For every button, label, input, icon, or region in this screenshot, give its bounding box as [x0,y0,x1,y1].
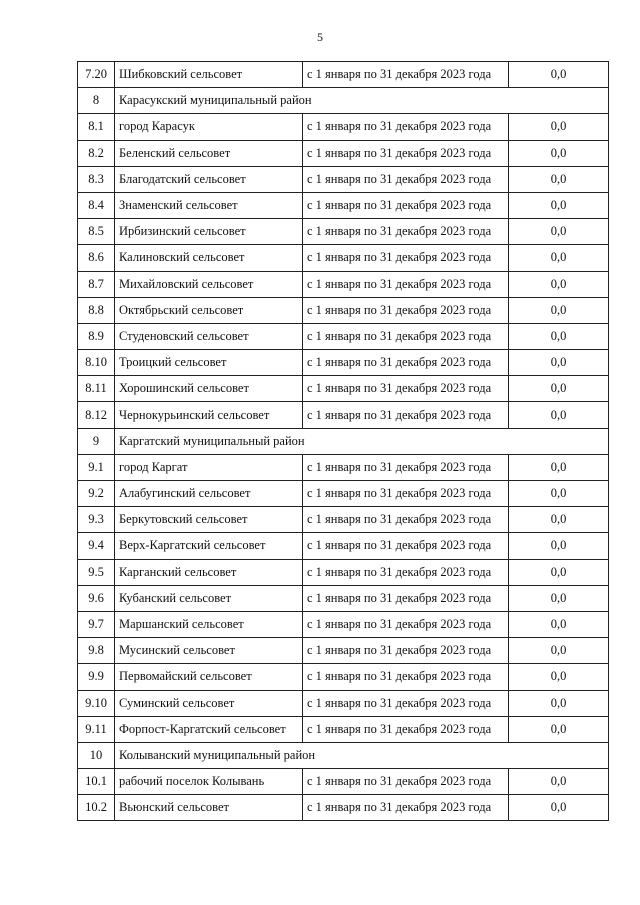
value-cell: 0,0 [509,323,609,349]
period-cell: с 1 января по 31 декабря 2023 года [303,507,509,533]
row-number: 8.4 [78,192,115,218]
value-cell: 0,0 [509,350,609,376]
table-row [78,795,609,821]
period-cell: с 1 января по 31 декабря 2023 года [303,533,509,559]
period-cell: с 1 января по 31 декабря 2023 года [303,297,509,323]
value-cell: 0,0 [509,769,609,795]
table-row [78,271,609,297]
settlement-name: Вьюнский сельсовет [115,795,303,821]
value-cell: 0,0 [509,166,609,192]
value-cell: 0,0 [509,716,609,742]
settlement-name: Алабугинский сельсовет [115,481,303,507]
table-row [78,611,609,637]
settlement-name: Кубанский сельсовет [115,585,303,611]
settlement-name: Чернокурьинский сельсовет [115,402,303,428]
period-cell: с 1 января по 31 декабря 2023 года [303,402,509,428]
table-row [78,376,609,402]
value-cell: 0,0 [509,402,609,428]
settlement-name: Ирбизинский сельсовет [115,219,303,245]
table-row [78,140,609,166]
table-row [78,481,609,507]
row-number: 9.3 [78,507,115,533]
settlement-name: Верх-Каргатский сельсовет [115,533,303,559]
row-number: 8.7 [78,271,115,297]
section-row [78,742,609,768]
value-cell: 0,0 [509,62,609,88]
section-number: 9 [78,428,115,454]
period-cell: с 1 января по 31 декабря 2023 года [303,376,509,402]
settlement-name: Маршанский сельсовет [115,611,303,637]
row-number: 8.5 [78,219,115,245]
value-cell: 0,0 [509,638,609,664]
section-number: 10 [78,742,115,768]
row-number: 8.3 [78,166,115,192]
row-number: 8.2 [78,140,115,166]
table-row [78,769,609,795]
value-cell: 0,0 [509,219,609,245]
settlement-name: Калиновский сельсовет [115,245,303,271]
settlement-name: Октябрьский сельсовет [115,297,303,323]
section-title: Карасукский муниципальный район [115,88,609,114]
value-cell: 0,0 [509,611,609,637]
row-number: 9.11 [78,716,115,742]
section-row [78,88,609,114]
page-number: 5 [317,30,323,44]
row-number: 9.6 [78,585,115,611]
settlement-name: город Карасук [115,114,303,140]
row-number: 8.12 [78,402,115,428]
value-cell: 0,0 [509,507,609,533]
period-cell: с 1 января по 31 декабря 2023 года [303,192,509,218]
row-number: 9.4 [78,533,115,559]
value-cell: 0,0 [509,795,609,821]
value-cell: 0,0 [509,297,609,323]
table-row [78,402,609,428]
settlement-name: Знаменский сельсовет [115,192,303,218]
period-cell: с 1 января по 31 декабря 2023 года [303,690,509,716]
period-cell: с 1 января по 31 декабря 2023 года [303,795,509,821]
settlement-name: рабочий поселок Колывань [115,769,303,795]
row-number: 9.1 [78,454,115,480]
section-number: 8 [78,88,115,114]
value-cell: 0,0 [509,376,609,402]
row-number: 8.6 [78,245,115,271]
period-cell: с 1 января по 31 декабря 2023 года [303,166,509,192]
row-number: 9.10 [78,690,115,716]
row-number: 9.5 [78,559,115,585]
value-cell: 0,0 [509,533,609,559]
period-cell: с 1 января по 31 декабря 2023 года [303,664,509,690]
settlement-name: Форпост-Каргатский сельсовет [115,716,303,742]
settlement-name: Мусинский сельсовет [115,638,303,664]
row-number: 8.8 [78,297,115,323]
section-row [78,428,609,454]
value-cell: 0,0 [509,192,609,218]
table-row [78,114,609,140]
settlement-name: Карганский сельсовет [115,559,303,585]
table-row [78,454,609,480]
table-row [78,533,609,559]
value-cell: 0,0 [509,114,609,140]
period-cell: с 1 января по 31 декабря 2023 года [303,245,509,271]
settlement-name: Беркутовский сельсовет [115,507,303,533]
value-cell: 0,0 [509,271,609,297]
table-row [78,507,609,533]
period-cell: с 1 января по 31 декабря 2023 года [303,585,509,611]
period-cell: с 1 января по 31 декабря 2023 года [303,219,509,245]
settlement-name: город Каргат [115,454,303,480]
value-cell: 0,0 [509,140,609,166]
row-number: 10.2 [78,795,115,821]
row-number: 7.20 [78,62,115,88]
table-row [78,245,609,271]
period-cell: с 1 января по 31 декабря 2023 года [303,454,509,480]
period-cell: с 1 января по 31 декабря 2023 года [303,611,509,637]
data-table [77,61,609,821]
period-cell: с 1 января по 31 декабря 2023 года [303,716,509,742]
table-row [78,166,609,192]
table-row [78,323,609,349]
value-cell: 0,0 [509,664,609,690]
table-row [78,219,609,245]
value-cell: 0,0 [509,481,609,507]
period-cell: с 1 января по 31 декабря 2023 года [303,323,509,349]
period-cell: с 1 января по 31 декабря 2023 года [303,638,509,664]
period-cell: с 1 января по 31 декабря 2023 года [303,769,509,795]
table-row [78,690,609,716]
period-cell: с 1 января по 31 декабря 2023 года [303,62,509,88]
period-cell: с 1 января по 31 декабря 2023 года [303,114,509,140]
table-row [78,638,609,664]
settlement-name: Первомайский сельсовет [115,664,303,690]
period-cell: с 1 января по 31 декабря 2023 года [303,271,509,297]
settlement-name: Беленский сельсовет [115,140,303,166]
value-cell: 0,0 [509,690,609,716]
row-number: 9.9 [78,664,115,690]
row-number: 9.7 [78,611,115,637]
value-cell: 0,0 [509,454,609,480]
value-cell: 0,0 [509,559,609,585]
row-number: 10.1 [78,769,115,795]
row-number: 9.2 [78,481,115,507]
settlement-name: Студеновский сельсовет [115,323,303,349]
row-number: 9.8 [78,638,115,664]
table-row [78,297,609,323]
section-title: Каргатский муниципальный район [115,428,609,454]
value-cell: 0,0 [509,245,609,271]
table-body [78,62,609,821]
period-cell: с 1 января по 31 декабря 2023 года [303,350,509,376]
section-title: Колыванский муниципальный район [115,742,609,768]
settlement-name: Михайловский сельсовет [115,271,303,297]
row-number: 8.10 [78,350,115,376]
table-row [78,350,609,376]
settlement-name: Благодатский сельсовет [115,166,303,192]
table-row [78,62,609,88]
table-row [78,585,609,611]
settlement-name: Суминский сельсовет [115,690,303,716]
table-row [78,192,609,218]
period-cell: с 1 января по 31 декабря 2023 года [303,140,509,166]
table-row [78,559,609,585]
settlement-name: Троицкий сельсовет [115,350,303,376]
row-number: 8.11 [78,376,115,402]
row-number: 8.1 [78,114,115,140]
table-row [78,664,609,690]
value-cell: 0,0 [509,585,609,611]
settlement-name: Хорошинский сельсовет [115,376,303,402]
period-cell: с 1 января по 31 декабря 2023 года [303,559,509,585]
period-cell: с 1 января по 31 декабря 2023 года [303,481,509,507]
settlement-name: Шибковский сельсовет [115,62,303,88]
table-row [78,716,609,742]
row-number: 8.9 [78,323,115,349]
